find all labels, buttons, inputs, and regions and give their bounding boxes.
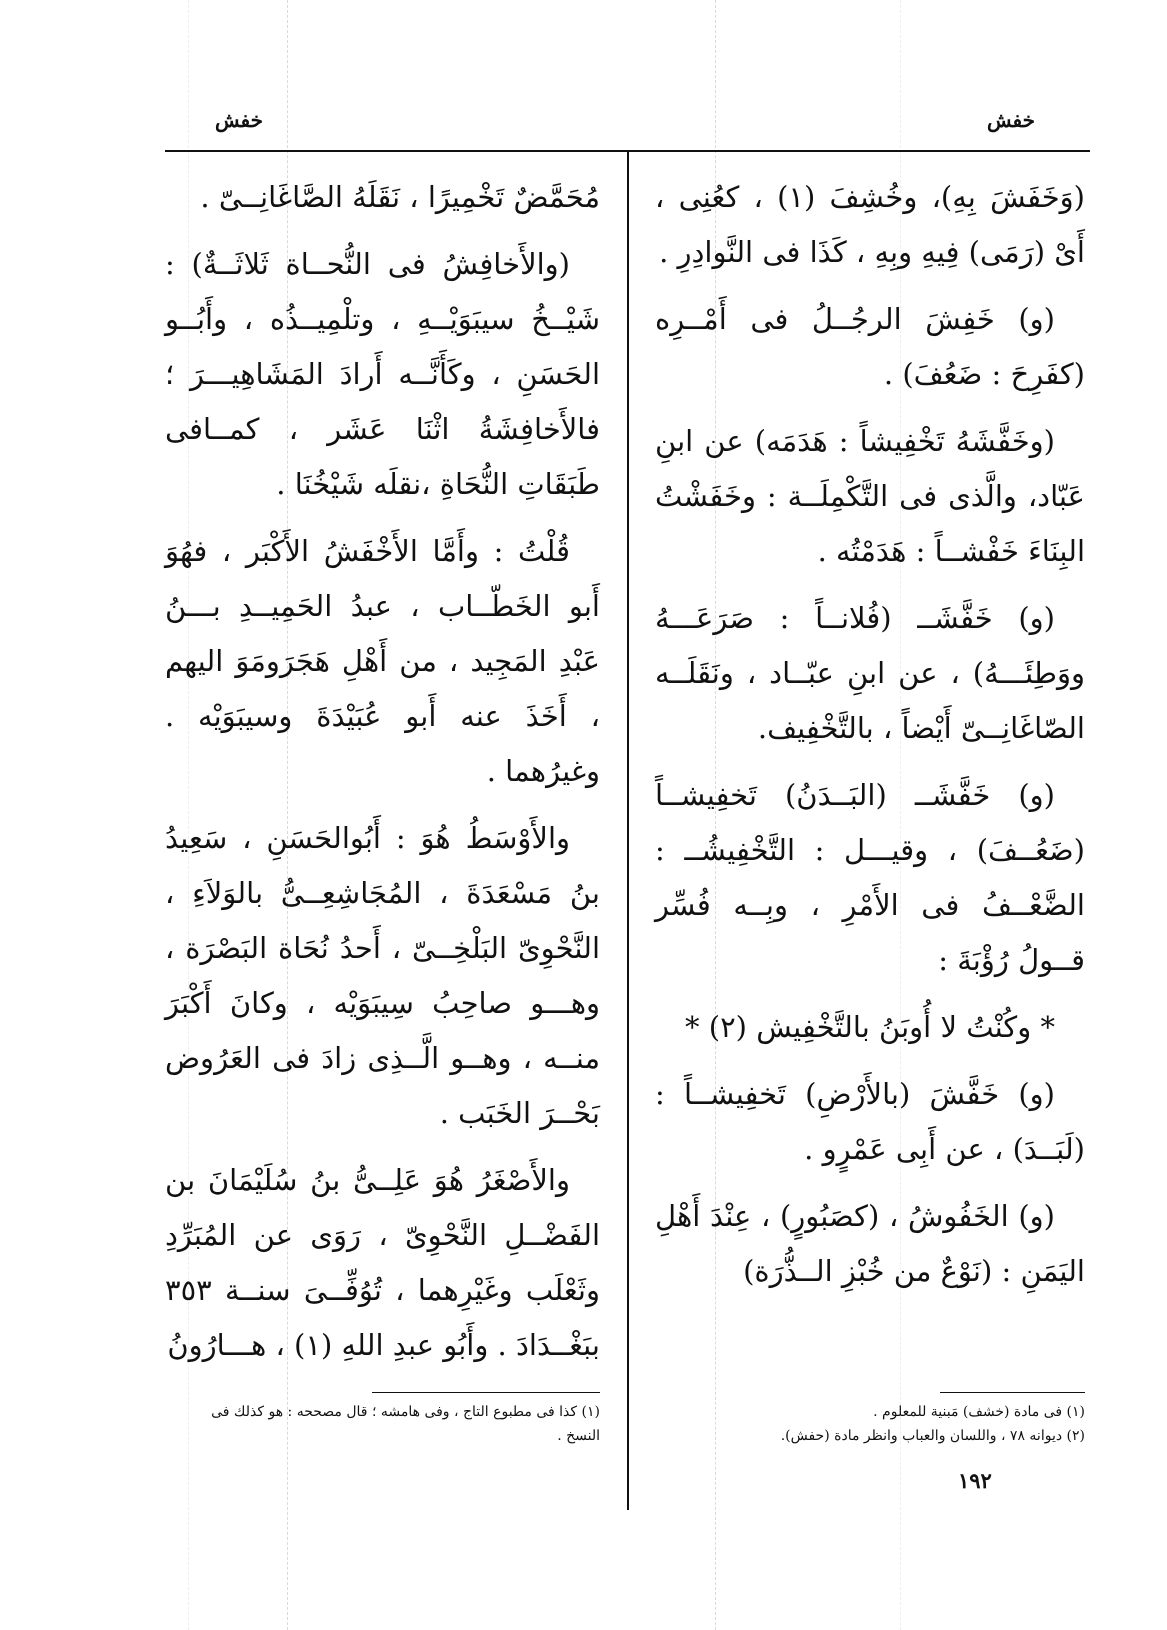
footnotes-right bbox=[645, 1400, 1085, 1448]
right-column bbox=[655, 170, 1085, 1311]
running-header-left: خفش bbox=[215, 108, 263, 132]
paragraph: (والأَخافِشُ فى النُّحــاة ثَلاثَــةٌ) : شَيْــخُ سيبَوَيْــهِ ، وتلْمِيــذُه ، وأَبُــو الحَسَنِ ، وكَأَنَّــه أَرادَ المَشَاهِيـــرَ ؛ فالأَخافِشَةُ اثْنَا عَشَر ، كمــافى طَبَقَاتِ النُّحَاةِ ،نقلَه شَيْخُنَا . bbox=[165, 247, 600, 501]
paragraph: والأَوْسَطُ هُوَ : أَبُوالحَسَنِ ، سَعِيدُ بنُ مَسْعَدَةَ ، المُجَاشِعِــىُّ بالوَلاَءِ ، النَّحْوِىّ البَلْخِــىّ ، أَحدُ نُحَاة البَصْرَة ، وهـــو صاحِبُ سِيبَوَيْه ، وكانَ أَكْبَرَ منــه ، وهــو الَّــذِى زادَ فى العَرُوض بَحْــرَ الخَبَب . bbox=[165, 821, 600, 1130]
paragraph: والأَصْغَرُ هُوَ عَلِــىُّ بنُ سُلَيْمَانَ بن الفَضْــلِ النَّحْوِىّ ، رَوَى عن المُبَرِّدِ وثَعْلَب وغَيْرِهما ، تُوُفِّــىَ سنــة ٣٥٣ ببَغْــدَادَ . وأَبُو عبدِ اللهِ (١) ، هـــارُونُ bbox=[165, 1163, 600, 1362]
footnote-rule-left bbox=[372, 1392, 600, 1393]
paragraph: قُلْتُ : وأَمَّا الأَخْفَشُ الأَكْبَر ، فهُوَ أَبو الخَطّــاب ، عبدُ الحَمِيــدِ بـــنُ عَبْدِ المَجِيد ، من أَهْلِ هَجَرَومَوَ اليهم ، أَخَذَ عنه أَبو عُبَيْدَةَ وسيبَوَيْه . وغيرُهما . bbox=[165, 534, 600, 788]
paragraph: (وخَفَّشَهُ تَخْفِيشاً : هَدَمَه) عن ابنِ عَبّاد، والَّذى فى التَّكْمِلَــة : وخَفَشْتُ البِنَاءَ خَفْشــاً : هَدَمْتُه . bbox=[655, 424, 1085, 568]
paragraph: (و) خَفَّشَــ (فُلانــاً : صَرَعَـــهُ ووَطِئَـــهُ) ، عن ابنِ عبّــاد ، ونَقَلَــه الصّاغَانِــىّ أَيْضاً ، بالتَّخْفِيف. bbox=[655, 601, 1085, 745]
verse-line: * وكُنْتُ لا أُوبَنُ بالتَّخْفِيش (٢) * bbox=[685, 1010, 1055, 1044]
left-column bbox=[165, 170, 600, 1385]
footnotes-left bbox=[190, 1400, 600, 1448]
footnote: (٢) ديوانه ٧٨ ، واللسان والعباب وانظر مادة (حفش). bbox=[780, 1428, 1085, 1444]
page-number: ١٩٢ bbox=[958, 1468, 992, 1493]
paragraph: مُحَمَّضٌ تَخْمِيرًا ، نَقَلَهُ الصَّاغَانِــىّ . bbox=[200, 180, 600, 214]
paragraph: (و) خَفَّشَ (بالأَرْضِ) تَخفِيشــاً : (لَبَــدَ) ، عن أَبِى عَمْرٍو . bbox=[655, 1077, 1085, 1166]
footnote: (١) فى مادة (خشف) مَبنية للمعلوم . bbox=[873, 1404, 1085, 1420]
paragraph: (و) خَفِشَ الرجُــلُ فى أَمْــرِه (كفَرِحَ : ضَعُفَ) . bbox=[655, 302, 1085, 391]
footnote-rule-right bbox=[940, 1392, 1085, 1393]
paragraph: (و) خَفَّشَــ (البَــدَنُ) تَخفِيشــاً (ضَعُــفَ) ، وقيـــل : التَّخْفِيشُــ : الضَّعْــفُ فى الأَمْرِ ، وبِــه فُسِّر قــولُ رُؤْبَةَ : bbox=[655, 778, 1085, 977]
running-header-right: خفش bbox=[987, 108, 1035, 132]
column-divider bbox=[627, 152, 629, 1510]
paragraph: (و) الخَفُوشُ ، (كصَبُورٍ) ، عِنْدَ أَهْلِ اليَمَنِ : (نَوْعٌ من خُبْزِ الــذُّرَة) bbox=[655, 1199, 1085, 1288]
paragraph: (وَخَفَشَ بِهِ)، وخُشِفَ (١) ، كعُنِى ، أَىْ (رَمَى) فِيهِ وبِهِ ، كَذَا فى النَّوادِرِ . bbox=[655, 180, 1085, 269]
footnote: (١) كذا فى مطبوع التاج ، وفى هامشه ؛ قال مصححه : هو كذلك فى النسخ . bbox=[211, 1404, 600, 1444]
